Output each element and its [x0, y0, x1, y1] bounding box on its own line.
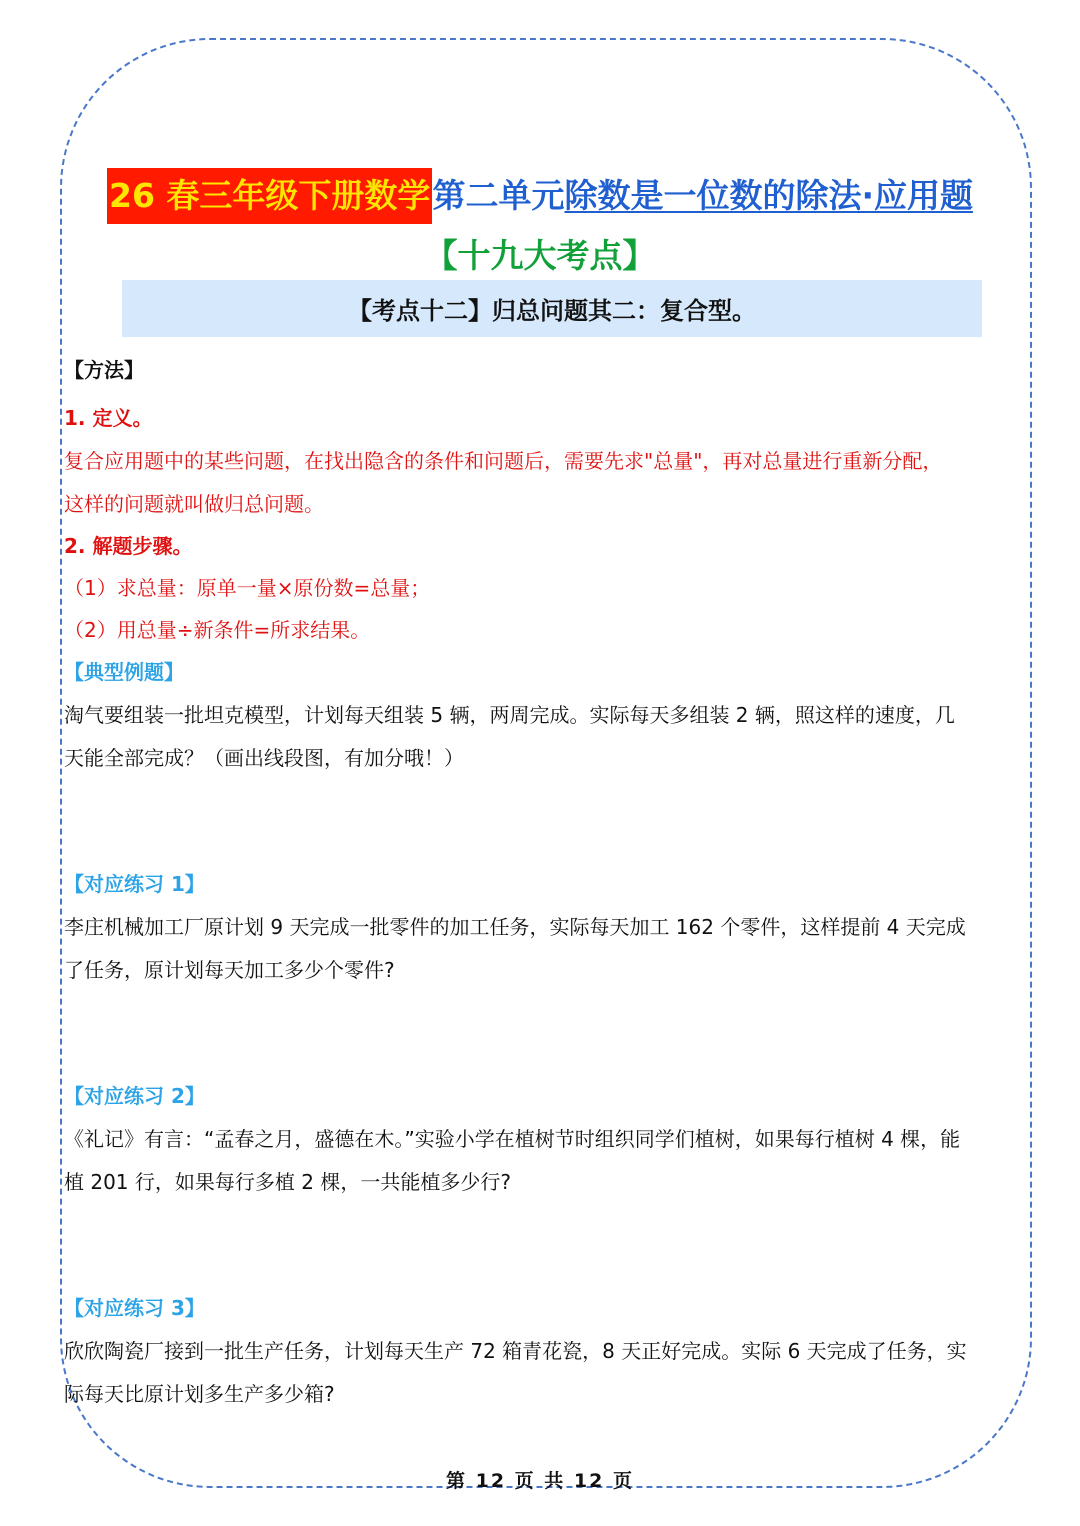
definition-heading: 1. 定义。 [64, 406, 153, 430]
practice-3-line-2: 际每天比原计划多生产多少箱? [64, 1382, 335, 1406]
practice-1-line-1: 李庄机械加工厂原计划 9 天完成一批零件的加工任务，实际每天加工 162 个零件，这样提前 4 天完成 [64, 915, 966, 939]
example-line-1: 淘气要组装一批坦克模型，计划每天组装 5 辆，两周完成。实际每天多组装 2 辆，照这样的速度，几 [64, 703, 955, 727]
definition-line-1: 复合应用题中的某些问题，在找出隐含的条件和问题后，需要先求"总量"，再对总量进行重新分配， [64, 449, 943, 473]
practice-2-line-1: 《礼记》有言：“孟春之月，盛德在木。”实验小学在植树节时组织同学们植树，如果每行植树 4 棵，能 [64, 1127, 961, 1151]
practice-1-heading: 【对应练习 1】 [64, 872, 205, 896]
practice-3-heading: 【对应练习 3】 [64, 1296, 205, 1320]
document-title [0, 168, 1080, 224]
practice-1-line-2: 了任务，原计划每天加工多少个零件? [64, 958, 395, 982]
example-line-2: 天能全部完成？（画出线段图，有加分哦！） [64, 746, 464, 770]
document-subtitle: 【十九大考点】 [424, 236, 656, 275]
example-heading: 【典型例题】 [64, 660, 184, 684]
practice-2-heading: 【对应练习 2】 [64, 1084, 205, 1108]
page-number-footer: 第 12 页 共 12 页 [446, 1470, 634, 1492]
step-1: （1）求总量：原单一量×原份数=总量； [64, 576, 431, 600]
steps-heading: 2. 解题步骤。 [64, 534, 193, 558]
step-2: （2）用总量÷新条件=所求结果。 [64, 618, 371, 642]
title-unit-label: 第二单元 [432, 176, 565, 215]
kaodian-heading-text: 【考点十二】归总问题其二：复合型。 [348, 297, 756, 325]
practice-3-line-1: 欣欣陶瓷厂接到一批生产任务，计划每天生产 72 箱青花瓷，8 天正好完成。实际 6 天完成了任务，实 [64, 1339, 967, 1363]
practice-2-line-2: 植 201 行，如果每行多植 2 棵，一共能植多少行? [64, 1170, 511, 1194]
title-topic-label: 除数是一位数的除法·应用题 [564, 176, 973, 215]
definition-line-2: 这样的问题就叫做归总问题。 [64, 492, 324, 516]
method-heading: 【方法】 [64, 358, 144, 382]
title-grade-label: 26 春三年级下册数学 [107, 168, 432, 224]
kaodian-heading-bar [122, 280, 982, 337]
